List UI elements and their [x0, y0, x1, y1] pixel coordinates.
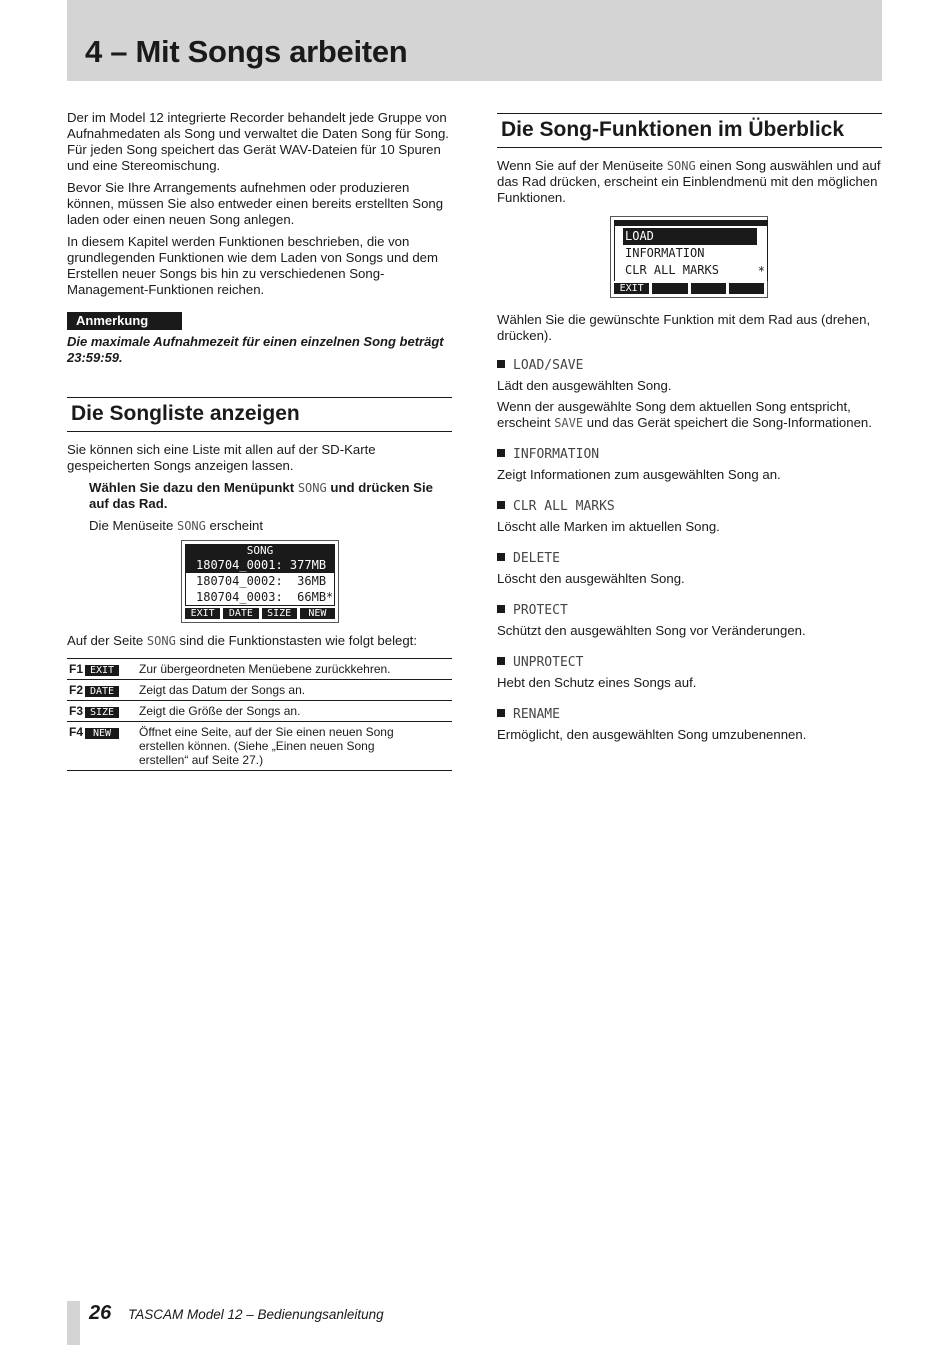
functions-intro-mono: SONG — [666, 159, 696, 173]
intro-paragraph-3: In diesem Kapitel werden Funktionen beschrieben, die von grundlegenden Funktionen wie dem Laden von Songs und dem Erstellen neuer Songs bis hin zu verschiedenen Song-Management-Funktionen reichen. — [67, 234, 438, 297]
function-heading — [497, 603, 882, 618]
section-title-songlist: Die Songliste anzeigen — [67, 397, 452, 432]
function-heading — [497, 707, 882, 722]
right-column — [497, 113, 882, 749]
screen-key-empty — [691, 283, 726, 294]
function-description: Lädt den ausgewählten Song. — [497, 378, 672, 393]
functions-intro-b: einen Song auswählen und auf das Rad drücken, erscheint ein Einblendmenü mit den möglichen Funktionen. — [497, 158, 881, 205]
bullet-square-icon — [497, 605, 505, 613]
fkey-badge: DATE — [85, 686, 119, 697]
bullet-square-icon — [497, 709, 505, 717]
function-keys-table — [67, 658, 452, 771]
bullet-square-icon — [497, 501, 505, 509]
fkey-number: F3 — [69, 704, 84, 718]
intro-paragraph-2: Bevor Sie Ihre Arrangements aufnehmen oder produzieren können, müssen Sie also entweder einen bereits erstellten Song laden oder einen neuen Song anlegen. — [67, 180, 444, 227]
step-result-b: erscheint — [205, 518, 264, 533]
function-title: DELETE — [513, 551, 560, 566]
screen-key-date: DATE — [223, 608, 258, 619]
popup-menu-item: CLR ALL MARKS — [625, 263, 719, 277]
function-title: INFORMATION — [513, 447, 600, 462]
table-row — [67, 659, 452, 680]
fkey-badge: EXIT — [85, 665, 119, 676]
table-row — [67, 722, 452, 771]
note-text: Die maximale Aufnahmezeit für einen einzelnen Song beträgt 23:59:59. — [67, 334, 444, 365]
function-title: CLR ALL MARKS — [513, 499, 615, 514]
function-heading — [497, 655, 882, 670]
chapter-title: 4 – Mit Songs arbeiten — [85, 34, 408, 69]
function-heading — [497, 447, 882, 462]
step-result-mono: SONG — [176, 519, 206, 533]
popup-menu-item: LOAD — [623, 228, 757, 245]
intro-paragraph-1: Der im Model 12 integrierte Recorder behandelt jede Gruppe von Aufnahmedaten als Song und verwaltet die Daten Song für Song. Für jeden Song speichert das Gerät WAV-Dateien für 10 Spuren und eine Stereomischung. — [67, 110, 449, 173]
fkeys-intro-mono: SONG — [146, 634, 176, 648]
bullet-square-icon — [497, 449, 505, 457]
song-list-screen-keys — [185, 608, 335, 619]
fkey-cell — [67, 722, 137, 771]
function-heading — [497, 358, 882, 373]
load-desc-b: und das Gerät speichert die Song-Informationen. — [583, 415, 872, 430]
function-description: Schützt den ausgewählten Song vor Veränderungen. — [497, 623, 806, 638]
song-list-row: 180704_0001: 377MB — [186, 557, 334, 573]
fkey-description: Zur übergeordneten Menüebene zurückkehren. — [137, 659, 452, 680]
function-heading — [497, 551, 882, 566]
songlist-intro: Sie können sich eine Liste mit allen auf der SD-Karte gespeicherten Songs anzeigen lassen. — [67, 442, 376, 473]
function-title: RENAME — [513, 707, 560, 722]
fkey-description: Öffnet eine Seite, auf der Sie einen neuen Song erstellen können. (Siehe „Einen neuen Song erstellen“ auf Seite 27.) — [137, 722, 452, 771]
section-title-functions: Die Song-Funktionen im Überblick — [497, 113, 882, 148]
fkey-description: Zeigt das Datum der Songs an. — [137, 680, 452, 701]
bullet-square-icon — [497, 657, 505, 665]
song-list-screen-inner — [185, 544, 335, 606]
function-description: Löscht alle Marken im aktuellen Song. — [497, 519, 720, 534]
screen-key-size: SIZE — [262, 608, 297, 619]
popup-menu-screen — [610, 216, 768, 298]
fkey-number: F4 — [69, 725, 84, 739]
popup-menu-keys — [614, 283, 764, 294]
fkey-number: F2 — [69, 683, 84, 697]
fkey-cell — [67, 659, 137, 680]
screen-key-empty — [729, 283, 764, 294]
popup-menu-star: * — [757, 264, 765, 278]
step-mono: SONG — [297, 481, 327, 495]
functions-intro — [497, 158, 882, 206]
function-title: LOAD/SAVE — [513, 358, 584, 373]
fkeys-intro-a: Auf der Seite — [67, 633, 147, 648]
popup-menu-list — [614, 220, 768, 281]
footer-bar — [67, 1301, 80, 1345]
popup-menu-item: INFORMATION — [625, 246, 705, 260]
song-list-screen-title: SONG — [186, 545, 334, 557]
step-text-a: Wählen Sie dazu den Menüpunkt — [89, 480, 298, 495]
screen-key-new: NEW — [300, 608, 335, 619]
left-column — [67, 110, 452, 771]
fkey-badge: NEW — [85, 728, 119, 739]
functions-intro-a: Wenn Sie auf der Menüseite — [497, 158, 667, 173]
function-heading — [497, 499, 882, 514]
function-title: PROTECT — [513, 603, 568, 618]
songlist-step-result — [67, 518, 452, 534]
screen-key-empty — [652, 283, 687, 294]
function-description: Ermöglicht, den ausgewählten Song umzubenennen. — [497, 727, 807, 742]
song-list-row: 180704_0003: 66MB* — [196, 590, 334, 604]
function-description — [497, 399, 882, 431]
load-desc-mono: SAVE — [554, 416, 584, 430]
function-description: Hebt den Schutz eines Songs auf. — [497, 675, 697, 690]
fkeys-intro-b: sind die Funktionstasten wie folgt belegt: — [175, 633, 417, 648]
screen-key-exit: EXIT — [185, 608, 220, 619]
step-result-a: Die Menüseite — [89, 518, 177, 533]
page-number: 26 — [89, 1302, 112, 1324]
fkey-number: F1 — [69, 662, 84, 676]
fkey-description: Zeigt die Größe der Songs an. — [137, 701, 452, 722]
screen-key-exit: EXIT — [614, 283, 649, 294]
step-text-b: und drücken Sie auf das Rad. — [89, 480, 433, 511]
bullet-square-icon — [497, 360, 505, 368]
footer-title: TASCAM Model 12 – Bedienungsanleitung — [128, 1307, 384, 1322]
function-description: Zeigt Informationen zum ausgewählten Song an. — [497, 467, 781, 482]
load-desc-a: Wenn der ausgewählte Song dem aktuellen Song entspricht, erscheint — [497, 399, 851, 430]
song-list-screen — [181, 540, 339, 623]
songlist-step — [67, 480, 452, 512]
fkey-cell — [67, 680, 137, 701]
bullet-square-icon — [497, 553, 505, 561]
note-label: Anmerkung — [67, 312, 182, 330]
choose-function-text: Wählen Sie die gewünschte Funktion mit dem Rad aus (drehen, drücken). — [497, 312, 871, 343]
fkeys-intro — [67, 633, 452, 649]
fkey-badge: SIZE — [85, 707, 119, 718]
table-row — [67, 680, 452, 701]
function-description: Löscht den ausgewählten Song. — [497, 571, 685, 586]
chapter-header — [67, 0, 882, 81]
fkey-cell — [67, 701, 137, 722]
table-row — [67, 701, 452, 722]
function-title: UNPROTECT — [513, 655, 584, 670]
song-list-row: 180704_0002: 36MB — [196, 574, 327, 588]
